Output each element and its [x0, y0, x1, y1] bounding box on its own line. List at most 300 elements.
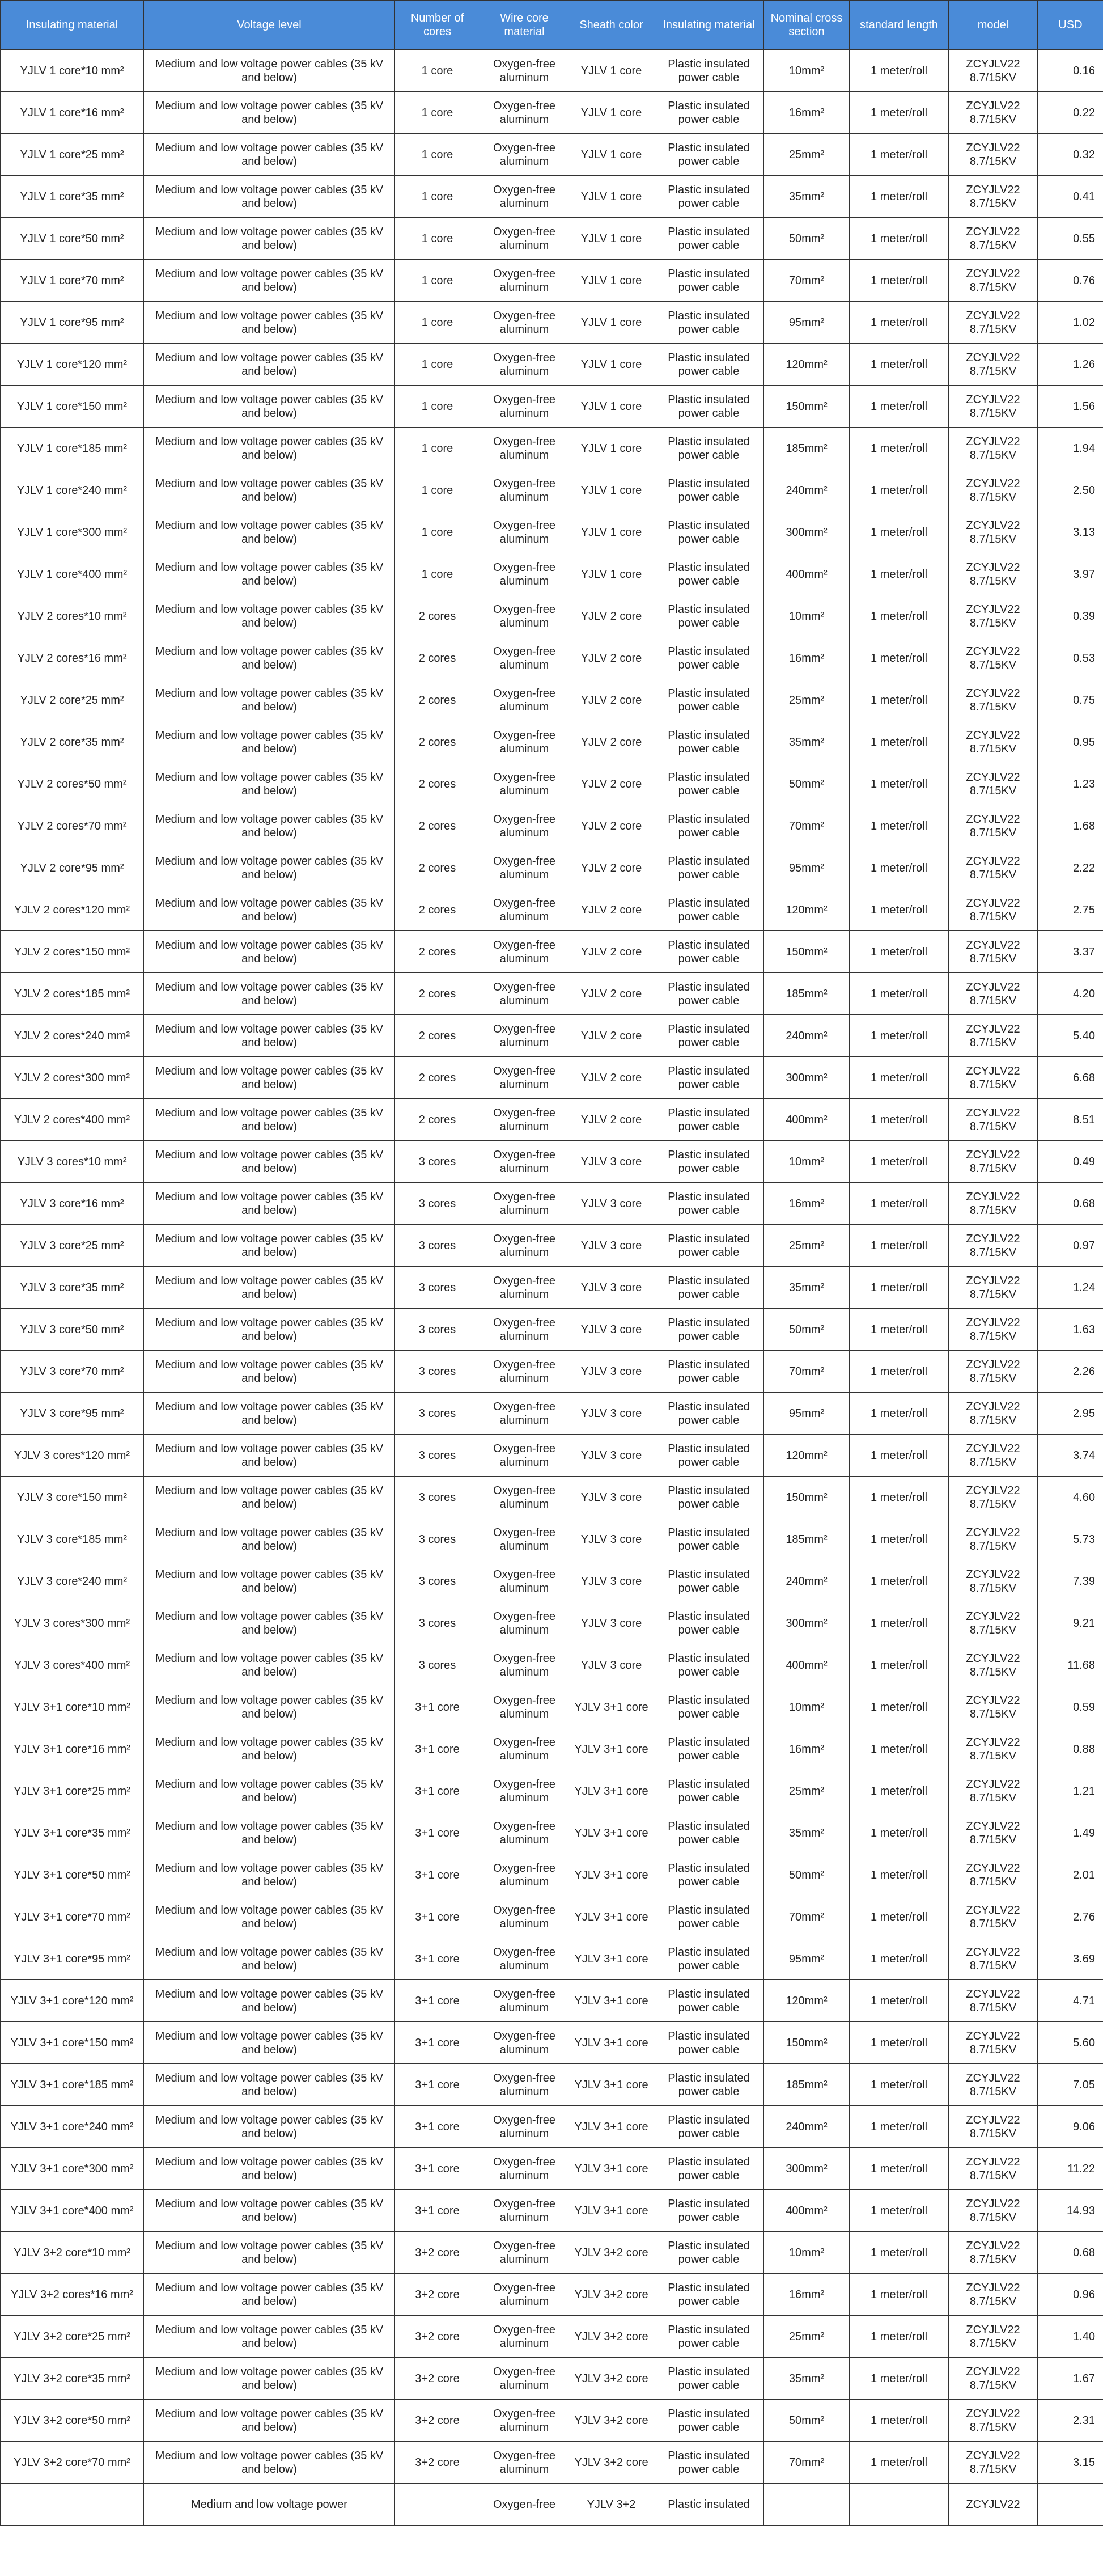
sheath-color-cell: YJLV 3+2 core	[569, 2232, 654, 2274]
number-of-cores-cell: 2 cores	[395, 889, 480, 931]
insulation-type-cell: Plastic insulated power cable	[654, 553, 764, 595]
voltage-level-cell: Medium and low voltage power cables (35 kV and below)	[144, 679, 395, 721]
table-row	[1, 805, 1103, 847]
standard-length-cell: 1 meter/roll	[850, 1896, 949, 1938]
usd-price-cell: 5.73	[1038, 1518, 1103, 1560]
number-of-cores-cell: 3 cores	[395, 1267, 480, 1309]
number-of-cores-cell: 3+1 core	[395, 2022, 480, 2064]
number-of-cores-cell: 2 cores	[395, 595, 480, 637]
standard-length-cell: 1 meter/roll	[850, 2442, 949, 2484]
insulating-material-cell: YJLV 3+1 core*16 mm²	[1, 1728, 144, 1770]
cross-section-cell	[764, 2484, 850, 2526]
number-of-cores-cell: 3+1 core	[395, 2064, 480, 2106]
insulating-material-cell: YJLV 3 cores*400 mm²	[1, 1644, 144, 1686]
usd-price-cell: 1.68	[1038, 805, 1103, 847]
insulating-material-cell: YJLV 2 cores*120 mm²	[1, 889, 144, 931]
table-row	[1, 1309, 1103, 1351]
wire-core-material-cell: Oxygen-free aluminum	[480, 847, 569, 889]
cross-section-cell: 25mm²	[764, 1225, 850, 1267]
insulating-material-cell: YJLV 3 cores*120 mm²	[1, 1435, 144, 1477]
model-cell: ZCYJLV22 8.7/15KV	[949, 1854, 1038, 1896]
insulating-material-cell: YJLV 3+2 core*10 mm²	[1, 2232, 144, 2274]
voltage-level-cell: Medium and low voltage power cables (35 kV and below)	[144, 2148, 395, 2190]
cross-section-cell: 70mm²	[764, 1896, 850, 1938]
table-row	[1, 1057, 1103, 1099]
model-cell: ZCYJLV22 8.7/15KV	[949, 2148, 1038, 2190]
wire-core-material-cell: Oxygen-free aluminum	[480, 763, 569, 805]
cross-section-cell: 300mm²	[764, 1057, 850, 1099]
standard-length-cell: 1 meter/roll	[850, 1225, 949, 1267]
model-cell: ZCYJLV22 8.7/15KV	[949, 2400, 1038, 2442]
cross-section-cell: 50mm²	[764, 218, 850, 260]
sheath-color-cell: YJLV 2 core	[569, 805, 654, 847]
insulating-material-cell: YJLV 1 core*240 mm²	[1, 469, 144, 511]
table-row	[1, 1518, 1103, 1560]
number-of-cores-cell: 3 cores	[395, 1309, 480, 1351]
usd-price-cell: 9.06	[1038, 2106, 1103, 2148]
voltage-level-cell: Medium and low voltage power cables (35 kV and below)	[144, 1267, 395, 1309]
table-row	[1, 428, 1103, 469]
number-of-cores-cell: 3+1 core	[395, 1980, 480, 2022]
sheath-color-cell: YJLV 3 core	[569, 1267, 654, 1309]
table-row	[1, 1728, 1103, 1770]
voltage-level-cell: Medium and low voltage power cables (35 kV and below)	[144, 1812, 395, 1854]
voltage-level-cell: Medium and low voltage power cables (35 kV and below)	[144, 1351, 395, 1393]
wire-core-material-cell: Oxygen-free aluminum	[480, 1854, 569, 1896]
sheath-color-cell: YJLV 2 core	[569, 637, 654, 679]
insulating-material-cell: YJLV 2 core*25 mm²	[1, 679, 144, 721]
model-cell: ZCYJLV22 8.7/15KV	[949, 1812, 1038, 1854]
wire-core-material-cell: Oxygen-free	[480, 2484, 569, 2526]
voltage-level-cell: Medium and low voltage power cables (35 kV and below)	[144, 1309, 395, 1351]
wire-core-material-cell: Oxygen-free aluminum	[480, 2148, 569, 2190]
wire-core-material-cell: Oxygen-free aluminum	[480, 1477, 569, 1518]
usd-price-cell: 4.60	[1038, 1477, 1103, 1518]
voltage-level-cell: Medium and low voltage power cables (35 kV and below)	[144, 1225, 395, 1267]
number-of-cores-cell: 3+1 core	[395, 1686, 480, 1728]
wire-core-material-cell: Oxygen-free aluminum	[480, 50, 569, 92]
table-row	[1, 1770, 1103, 1812]
sheath-color-cell: YJLV 3+1 core	[569, 1728, 654, 1770]
wire-core-material-cell: Oxygen-free aluminum	[480, 2190, 569, 2232]
model-cell: ZCYJLV22 8.7/15KV	[949, 1602, 1038, 1644]
insulating-material-cell: YJLV 3+1 core*70 mm²	[1, 1896, 144, 1938]
voltage-level-cell: Medium and low voltage power cables (35 kV and below)	[144, 428, 395, 469]
wire-core-material-cell: Oxygen-free aluminum	[480, 553, 569, 595]
standard-length-cell: 1 meter/roll	[850, 2022, 949, 2064]
number-of-cores-cell: 3 cores	[395, 1518, 480, 1560]
cross-section-cell: 95mm²	[764, 1938, 850, 1980]
usd-price-cell: 6.68	[1038, 1057, 1103, 1099]
number-of-cores-cell: 3 cores	[395, 1225, 480, 1267]
voltage-level-cell: Medium and low voltage power cables (35 kV and below)	[144, 1435, 395, 1477]
insulation-type-cell: Plastic insulated power cable	[654, 2106, 764, 2148]
sheath-color-cell: YJLV 3 core	[569, 1141, 654, 1183]
sheath-color-cell: YJLV 3 core	[569, 1351, 654, 1393]
voltage-level-cell: Medium and low voltage power cables (35 kV and below)	[144, 511, 395, 553]
usd-price-cell: 3.13	[1038, 511, 1103, 553]
standard-length-cell: 1 meter/roll	[850, 1980, 949, 2022]
table-row	[1, 1267, 1103, 1309]
usd-price-cell: 11.22	[1038, 2148, 1103, 2190]
cross-section-cell: 25mm²	[764, 2316, 850, 2358]
table-row	[1, 2316, 1103, 2358]
insulation-type-cell: Plastic insulated power cable	[654, 1560, 764, 1602]
model-cell: ZCYJLV22 8.7/15KV	[949, 973, 1038, 1015]
sheath-color-cell: YJLV 3+1 core	[569, 1938, 654, 1980]
wire-core-material-cell: Oxygen-free aluminum	[480, 2022, 569, 2064]
model-cell: ZCYJLV22 8.7/15KV	[949, 344, 1038, 386]
wire-core-material-cell: Oxygen-free aluminum	[480, 134, 569, 176]
number-of-cores-cell: 1 core	[395, 260, 480, 302]
model-cell: ZCYJLV22 8.7/15KV	[949, 1980, 1038, 2022]
cross-section-cell: 10mm²	[764, 595, 850, 637]
insulation-type-cell: Plastic insulated power cable	[654, 218, 764, 260]
model-cell: ZCYJLV22 8.7/15KV	[949, 1393, 1038, 1435]
model-cell: ZCYJLV22 8.7/15KV	[949, 805, 1038, 847]
model-cell: ZCYJLV22 8.7/15KV	[949, 1309, 1038, 1351]
wire-core-material-cell: Oxygen-free aluminum	[480, 1686, 569, 1728]
wire-core-material-cell: Oxygen-free aluminum	[480, 637, 569, 679]
model-cell: ZCYJLV22 8.7/15KV	[949, 260, 1038, 302]
usd-price-cell: 1.24	[1038, 1267, 1103, 1309]
usd-price-cell: 0.32	[1038, 134, 1103, 176]
sheath-color-cell: YJLV 3 core	[569, 1518, 654, 1560]
voltage-level-cell: Medium and low voltage power cables (35 kV and below)	[144, 92, 395, 134]
model-cell: ZCYJLV22 8.7/15KV	[949, 595, 1038, 637]
usd-price-cell: 0.95	[1038, 721, 1103, 763]
number-of-cores-cell: 3+1 core	[395, 1728, 480, 1770]
number-of-cores-cell: 3+1 core	[395, 2106, 480, 2148]
standard-length-cell: 1 meter/roll	[850, 721, 949, 763]
table-row	[1, 469, 1103, 511]
usd-price-cell	[1038, 2484, 1103, 2526]
cross-section-cell: 300mm²	[764, 2148, 850, 2190]
table-row	[1, 1812, 1103, 1854]
model-cell: ZCYJLV22 8.7/15KV	[949, 721, 1038, 763]
cross-section-cell: 95mm²	[764, 847, 850, 889]
sheath-color-cell: YJLV 1 core	[569, 302, 654, 344]
insulation-type-cell: Plastic insulated power cable	[654, 2148, 764, 2190]
wire-core-material-cell: Oxygen-free aluminum	[480, 2106, 569, 2148]
number-of-cores-cell: 2 cores	[395, 1057, 480, 1099]
usd-price-cell: 0.68	[1038, 1183, 1103, 1225]
cross-section-cell: 10mm²	[764, 50, 850, 92]
insulating-material-cell: YJLV 1 core*185 mm²	[1, 428, 144, 469]
table-row	[1, 2400, 1103, 2442]
table-row	[1, 1560, 1103, 1602]
model-cell: ZCYJLV22 8.7/15KV	[949, 1099, 1038, 1141]
usd-price-cell: 0.76	[1038, 260, 1103, 302]
voltage-level-cell: Medium and low voltage power cables (35 kV and below)	[144, 1477, 395, 1518]
cross-section-cell: 50mm²	[764, 763, 850, 805]
standard-length-cell: 1 meter/roll	[850, 1015, 949, 1057]
model-cell: ZCYJLV22 8.7/15KV	[949, 302, 1038, 344]
sheath-color-cell: YJLV 3+1 core	[569, 2064, 654, 2106]
model-cell: ZCYJLV22 8.7/15KV	[949, 1477, 1038, 1518]
number-of-cores-cell: 3 cores	[395, 1393, 480, 1435]
sheath-color-cell: YJLV 2 core	[569, 721, 654, 763]
usd-price-cell: 1.21	[1038, 1770, 1103, 1812]
number-of-cores-cell: 2 cores	[395, 1099, 480, 1141]
insulating-material-cell: YJLV 3 core*25 mm²	[1, 1225, 144, 1267]
model-cell: ZCYJLV22 8.7/15KV	[949, 1267, 1038, 1309]
insulation-type-cell: Plastic insulated power cable	[654, 1267, 764, 1309]
insulation-type-cell: Plastic insulated power cable	[654, 1309, 764, 1351]
model-cell: ZCYJLV22 8.7/15KV	[949, 1435, 1038, 1477]
usd-price-cell: 7.05	[1038, 2064, 1103, 2106]
standard-length-cell: 1 meter/roll	[850, 2190, 949, 2232]
cross-section-cell: 150mm²	[764, 931, 850, 973]
model-cell: ZCYJLV22 8.7/15KV	[949, 1015, 1038, 1057]
cross-section-cell: 10mm²	[764, 1686, 850, 1728]
standard-length-cell: 1 meter/roll	[850, 2232, 949, 2274]
insulation-type-cell: Plastic insulated power cable	[654, 2442, 764, 2484]
sheath-color-cell: YJLV 3+2	[569, 2484, 654, 2526]
table-row	[1, 218, 1103, 260]
cross-section-cell: 150mm²	[764, 1477, 850, 1518]
usd-price-cell: 2.50	[1038, 469, 1103, 511]
voltage-level-cell: Medium and low voltage power cables (35 kV and below)	[144, 1644, 395, 1686]
insulation-type-cell: Plastic insulated power cable	[654, 679, 764, 721]
usd-price-cell: 1.94	[1038, 428, 1103, 469]
cross-section-cell: 10mm²	[764, 1141, 850, 1183]
number-of-cores-cell: 2 cores	[395, 1015, 480, 1057]
sheath-color-cell: YJLV 1 core	[569, 260, 654, 302]
model-cell: ZCYJLV22 8.7/15KV	[949, 931, 1038, 973]
wire-core-material-cell: Oxygen-free aluminum	[480, 1183, 569, 1225]
model-cell: ZCYJLV22 8.7/15KV	[949, 1560, 1038, 1602]
table-row	[1, 2358, 1103, 2400]
model-cell: ZCYJLV22 8.7/15KV	[949, 511, 1038, 553]
sheath-color-cell: YJLV 3+2 core	[569, 2274, 654, 2316]
sheath-color-cell: YJLV 3 core	[569, 1477, 654, 1518]
number-of-cores-cell: 3 cores	[395, 1183, 480, 1225]
insulation-type-cell: Plastic insulated power cable	[654, 721, 764, 763]
insulation-type-cell: Plastic insulated power cable	[654, 1477, 764, 1518]
insulation-type-cell: Plastic insulated power cable	[654, 1770, 764, 1812]
wire-core-material-cell: Oxygen-free aluminum	[480, 2442, 569, 2484]
wire-core-material-cell: Oxygen-free aluminum	[480, 1435, 569, 1477]
sheath-color-cell: YJLV 2 core	[569, 679, 654, 721]
sheath-color-cell: YJLV 3+2 core	[569, 2400, 654, 2442]
number-of-cores-cell: 3 cores	[395, 1602, 480, 1644]
number-of-cores-cell: 3+2 core	[395, 2442, 480, 2484]
voltage-level-cell: Medium and low voltage power cables (35 kV and below)	[144, 1728, 395, 1770]
table-row	[1, 2484, 1103, 2526]
sheath-color-cell: YJLV 2 core	[569, 763, 654, 805]
sheath-color-cell: YJLV 3+1 core	[569, 1854, 654, 1896]
standard-length-cell: 1 meter/roll	[850, 847, 949, 889]
usd-price-cell: 3.97	[1038, 553, 1103, 595]
model-cell: ZCYJLV22 8.7/15KV	[949, 469, 1038, 511]
insulation-type-cell: Plastic insulated power cable	[654, 344, 764, 386]
wire-core-material-cell: Oxygen-free aluminum	[480, 1099, 569, 1141]
insulation-type-cell: Plastic insulated power cable	[654, 1057, 764, 1099]
column-header: Number of cores	[395, 1, 480, 50]
usd-price-cell: 1.67	[1038, 2358, 1103, 2400]
wire-core-material-cell: Oxygen-free aluminum	[480, 1770, 569, 1812]
usd-price-cell: 3.74	[1038, 1435, 1103, 1477]
cross-section-cell: 400mm²	[764, 2190, 850, 2232]
cross-section-cell: 185mm²	[764, 2064, 850, 2106]
table-body	[1, 50, 1103, 2526]
sheath-color-cell: YJLV 1 core	[569, 134, 654, 176]
cross-section-cell: 25mm²	[764, 1770, 850, 1812]
table-row	[1, 595, 1103, 637]
number-of-cores-cell: 3+1 core	[395, 1854, 480, 1896]
wire-core-material-cell: Oxygen-free aluminum	[480, 469, 569, 511]
standard-length-cell: 1 meter/roll	[850, 50, 949, 92]
voltage-level-cell: Medium and low voltage power cables (35 kV and below)	[144, 386, 395, 428]
standard-length-cell	[850, 2484, 949, 2526]
standard-length-cell: 1 meter/roll	[850, 805, 949, 847]
sheath-color-cell: YJLV 2 core	[569, 889, 654, 931]
table-row	[1, 1225, 1103, 1267]
table-row	[1, 973, 1103, 1015]
voltage-level-cell: Medium and low voltage power cables (35 kV and below)	[144, 1854, 395, 1896]
standard-length-cell: 1 meter/roll	[850, 2274, 949, 2316]
standard-length-cell: 1 meter/roll	[850, 469, 949, 511]
cross-section-cell: 50mm²	[764, 2400, 850, 2442]
column-header: Insulating material	[654, 1, 764, 50]
standard-length-cell: 1 meter/roll	[850, 1686, 949, 1728]
voltage-level-cell: Medium and low voltage power cables (35 kV and below)	[144, 1896, 395, 1938]
model-cell: ZCYJLV22 8.7/15KV	[949, 2358, 1038, 2400]
model-cell: ZCYJLV22 8.7/15KV	[949, 553, 1038, 595]
wire-core-material-cell: Oxygen-free aluminum	[480, 889, 569, 931]
voltage-level-cell: Medium and low voltage power cables (35 kV and below)	[144, 2064, 395, 2106]
usd-price-cell: 11.68	[1038, 1644, 1103, 1686]
wire-core-material-cell: Oxygen-free aluminum	[480, 386, 569, 428]
model-cell: ZCYJLV22 8.7/15KV	[949, 2064, 1038, 2106]
insulation-type-cell: Plastic insulated power cable	[654, 763, 764, 805]
insulating-material-cell: YJLV 2 cores*400 mm²	[1, 1099, 144, 1141]
cross-section-cell: 35mm²	[764, 1267, 850, 1309]
sheath-color-cell: YJLV 3 core	[569, 1435, 654, 1477]
number-of-cores-cell: 3+1 core	[395, 1812, 480, 1854]
insulating-material-cell: YJLV 3 cores*10 mm²	[1, 1141, 144, 1183]
number-of-cores-cell: 1 core	[395, 50, 480, 92]
voltage-level-cell: Medium and low voltage power cables (35 kV and below)	[144, 637, 395, 679]
usd-price-cell: 1.49	[1038, 1812, 1103, 1854]
voltage-level-cell: Medium and low voltage power cables (35 kV and below)	[144, 1015, 395, 1057]
insulation-type-cell: Plastic insulated power cable	[654, 511, 764, 553]
standard-length-cell: 1 meter/roll	[850, 1267, 949, 1309]
sheath-color-cell: YJLV 3 core	[569, 1644, 654, 1686]
insulating-material-cell: YJLV 1 core*10 mm²	[1, 50, 144, 92]
standard-length-cell: 1 meter/roll	[850, 1393, 949, 1435]
usd-price-cell: 2.31	[1038, 2400, 1103, 2442]
number-of-cores-cell	[395, 2484, 480, 2526]
number-of-cores-cell: 1 core	[395, 92, 480, 134]
insulation-type-cell: Plastic insulated power cable	[654, 134, 764, 176]
voltage-level-cell: Medium and low voltage power cables (35 kV and below)	[144, 1938, 395, 1980]
usd-price-cell: 7.39	[1038, 1560, 1103, 1602]
insulating-material-cell: YJLV 3+2 core*70 mm²	[1, 2442, 144, 2484]
insulating-material-cell: YJLV 2 core*35 mm²	[1, 721, 144, 763]
column-header: Sheath color	[569, 1, 654, 50]
voltage-level-cell: Medium and low voltage power cables (35 kV and below)	[144, 1518, 395, 1560]
insulation-type-cell: Plastic insulated power cable	[654, 50, 764, 92]
wire-core-material-cell: Oxygen-free aluminum	[480, 92, 569, 134]
column-header: Wire core material	[480, 1, 569, 50]
model-cell: ZCYJLV22 8.7/15KV	[949, 1644, 1038, 1686]
usd-price-cell: 8.51	[1038, 1099, 1103, 1141]
sheath-color-cell: YJLV 3+1 core	[569, 1686, 654, 1728]
standard-length-cell: 1 meter/roll	[850, 679, 949, 721]
table-row	[1, 763, 1103, 805]
table-row	[1, 2274, 1103, 2316]
standard-length-cell: 1 meter/roll	[850, 2358, 949, 2400]
sheath-color-cell: YJLV 3+1 core	[569, 2022, 654, 2064]
table-row	[1, 1015, 1103, 1057]
table-row	[1, 889, 1103, 931]
sheath-color-cell: YJLV 3 core	[569, 1183, 654, 1225]
usd-price-cell: 14.93	[1038, 2190, 1103, 2232]
table-row	[1, 2442, 1103, 2484]
table-row	[1, 553, 1103, 595]
cross-section-cell: 150mm²	[764, 386, 850, 428]
wire-core-material-cell: Oxygen-free aluminum	[480, 1267, 569, 1309]
cross-section-cell: 95mm²	[764, 302, 850, 344]
model-cell: ZCYJLV22 8.7/15KV	[949, 637, 1038, 679]
voltage-level-cell: Medium and low voltage power cables (35 kV and below)	[144, 302, 395, 344]
insulating-material-cell: YJLV 1 core*70 mm²	[1, 260, 144, 302]
insulating-material-cell: YJLV 1 core*35 mm²	[1, 176, 144, 218]
standard-length-cell: 1 meter/roll	[850, 1477, 949, 1518]
insulating-material-cell: YJLV 3+2 core*35 mm²	[1, 2358, 144, 2400]
voltage-level-cell: Medium and low voltage power cables (35 kV and below)	[144, 889, 395, 931]
sheath-color-cell: YJLV 2 core	[569, 1057, 654, 1099]
number-of-cores-cell: 1 core	[395, 511, 480, 553]
usd-price-cell: 5.60	[1038, 2022, 1103, 2064]
wire-core-material-cell: Oxygen-free aluminum	[480, 1225, 569, 1267]
sheath-color-cell: YJLV 3 core	[569, 1602, 654, 1644]
table-row	[1, 1183, 1103, 1225]
usd-price-cell: 1.56	[1038, 386, 1103, 428]
column-header: standard length	[850, 1, 949, 50]
cross-section-cell: 240mm²	[764, 469, 850, 511]
wire-core-material-cell: Oxygen-free aluminum	[480, 260, 569, 302]
sheath-color-cell: YJLV 3+1 core	[569, 2148, 654, 2190]
insulation-type-cell: Plastic insulated	[654, 2484, 764, 2526]
wire-core-material-cell: Oxygen-free aluminum	[480, 2358, 569, 2400]
insulation-type-cell: Plastic insulated power cable	[654, 2022, 764, 2064]
model-cell: ZCYJLV22 8.7/15KV	[949, 2274, 1038, 2316]
insulating-material-cell	[1, 2484, 144, 2526]
cross-section-cell: 50mm²	[764, 1309, 850, 1351]
sheath-color-cell: YJLV 1 core	[569, 218, 654, 260]
insulation-type-cell: Plastic insulated power cable	[654, 2064, 764, 2106]
sheath-color-cell: YJLV 3+2 core	[569, 2442, 654, 2484]
sheath-color-cell: YJLV 3+1 core	[569, 2106, 654, 2148]
voltage-level-cell: Medium and low voltage power cables (35 kV and below)	[144, 1393, 395, 1435]
insulating-material-cell: YJLV 2 cores*300 mm²	[1, 1057, 144, 1099]
usd-price-cell: 3.15	[1038, 2442, 1103, 2484]
table-row	[1, 1854, 1103, 1896]
number-of-cores-cell: 3+2 core	[395, 2274, 480, 2316]
sheath-color-cell: YJLV 3+2 core	[569, 2316, 654, 2358]
usd-price-cell: 2.95	[1038, 1393, 1103, 1435]
standard-length-cell: 1 meter/roll	[850, 134, 949, 176]
number-of-cores-cell: 3 cores	[395, 1644, 480, 1686]
wire-core-material-cell: Oxygen-free aluminum	[480, 511, 569, 553]
table-row	[1, 1351, 1103, 1393]
wire-core-material-cell: Oxygen-free aluminum	[480, 973, 569, 1015]
table-row	[1, 2022, 1103, 2064]
insulating-material-cell: YJLV 3+2 core*50 mm²	[1, 2400, 144, 2442]
